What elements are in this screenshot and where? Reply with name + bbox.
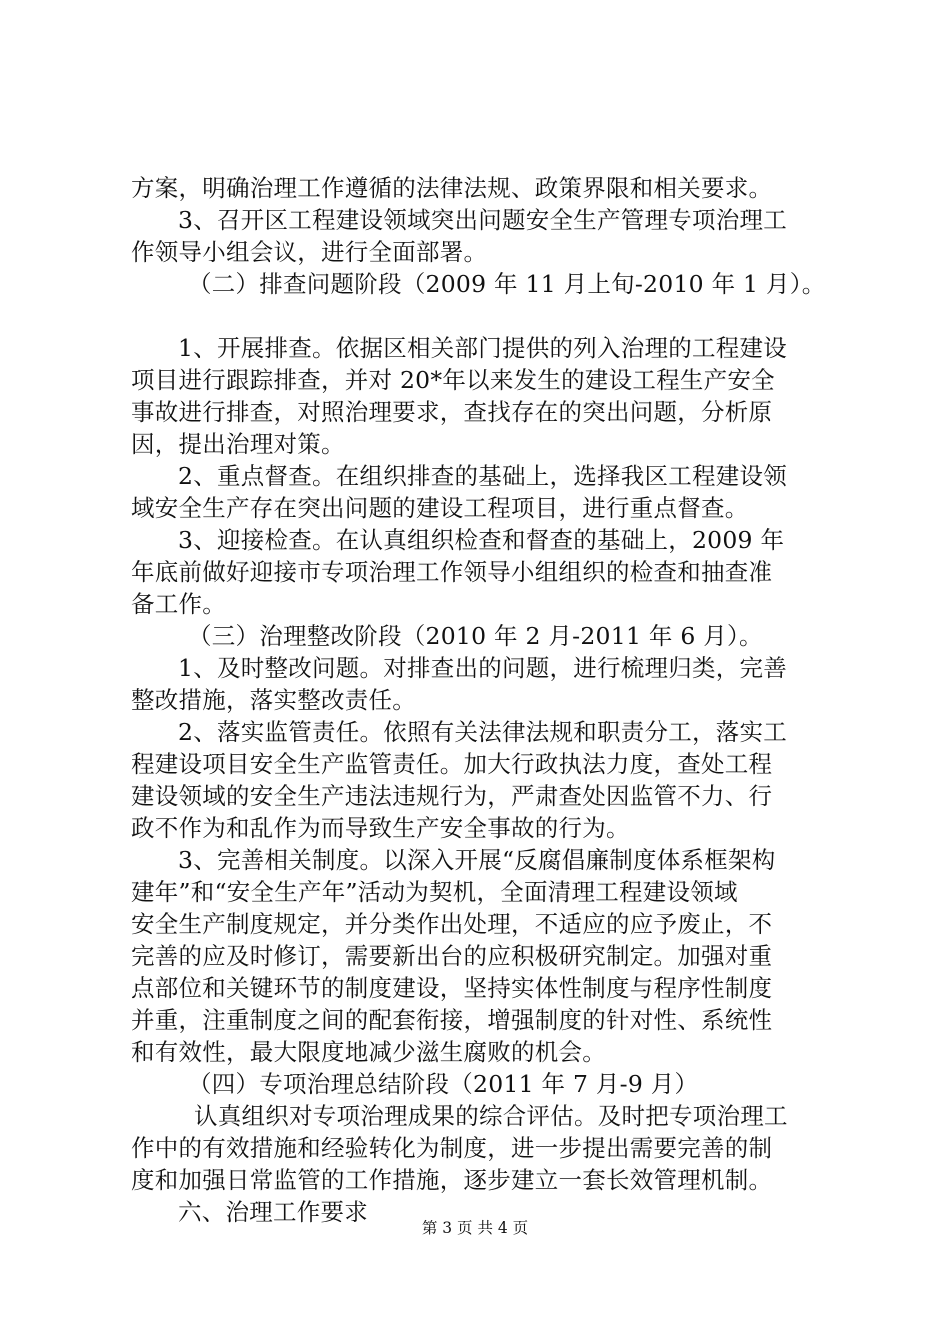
body-line: 程建设项目安全生产监管责任。加大行政执法力度，查处工程 [131,750,773,778]
body-line: 事故进行排查，对照治理要求，查找存在的突出问题，分析原 [131,398,773,426]
body-line: 安全生产制度规定，并分类作出处理，不适应的应予废止，不 [131,910,773,938]
body-line: 点部位和关键环节的制度建设，坚持实体性制度与程序性制度 [131,974,773,1002]
body-line: 度和加强日常监管的工作措施，逐步建立一套长效管理机制。 [131,1166,773,1194]
section-heading: 六、治理工作要求 [178,1198,368,1226]
body-line: 年底前做好迎接市专项治理工作领导小组组织的检查和抽查准 [131,558,773,586]
section-heading: （二）排查问题阶段（2009 年 11 月上旬-2010 年 1 月）。 [188,270,826,298]
body-line: 认真组织对专项治理成果的综合评估。及时把专项治理工 [194,1102,788,1130]
body-line: 备工作。 [131,590,226,618]
body-line: 项目进行跟踪排查，并对 20*年以来发生的建设工程生产安全 [131,366,775,394]
section-heading: （四）专项治理总结阶段（2011 年 7 月-9 月） [188,1070,699,1098]
body-line: 和有效性，最大限度地减少滋生腐败的机会。 [131,1038,606,1066]
body-line: 域安全生产存在突出问题的建设工程项目，进行重点督查。 [131,494,749,522]
body-line: 3、完善相关制度。以深入开展“反腐倡廉制度体系框架构 [178,846,776,874]
body-line: 政不作为和乱作为而导致生产安全事故的行为。 [131,814,630,842]
body-line: 3、迎接检查。在认真组织检查和督查的基础上，2009 年 [178,526,785,554]
page-number-footer: 第 3 页 共 4 页 [421,1219,529,1237]
body-line: 3、召开区工程建设领域突出问题安全生产管理专项治理工 [178,206,787,234]
body-line: 完善的应及时修订，需要新出台的应积极研究制定。加强对重 [131,942,773,970]
blank-line [131,300,831,332]
body-line: 整改措施，落实整改责任。 [131,686,416,714]
body-line: 建设领域的安全生产违法违规行为，严肃查处因监管不力、行 [131,782,773,810]
body-line: 1、开展排查。依据区相关部门提供的列入治理的工程建设 [178,334,787,362]
body-line: 1、及时整改问题。对排查出的问题，进行梳理归类，完善 [178,654,787,682]
body-line: 方案，明确治理工作遵循的法律法规、政策界限和相关要求。 [131,174,773,202]
body-line: 2、重点督查。在组织排查的基础上，选择我区工程建设领 [178,462,787,490]
body-line: 因，提出治理对策。 [131,430,345,458]
document-body [131,172,831,1228]
body-line: 建年”和“安全生产年”活动为契机，全面清理工程建设领域 [131,878,738,906]
section-heading: （三）治理整改阶段（2010 年 2 月-2011 年 6 月）。 [188,622,763,650]
body-line: 作中的有效措施和经验转化为制度，进一步提出需要完善的制 [131,1134,773,1162]
body-line: 2、落实监管责任。依照有关法律法规和职责分工，落实工 [178,718,787,746]
body-line: 作领导小组会议，进行全面部署。 [131,238,488,266]
body-line: 并重，注重制度之间的配套衔接，增强制度的针对性、系统性 [131,1006,773,1034]
